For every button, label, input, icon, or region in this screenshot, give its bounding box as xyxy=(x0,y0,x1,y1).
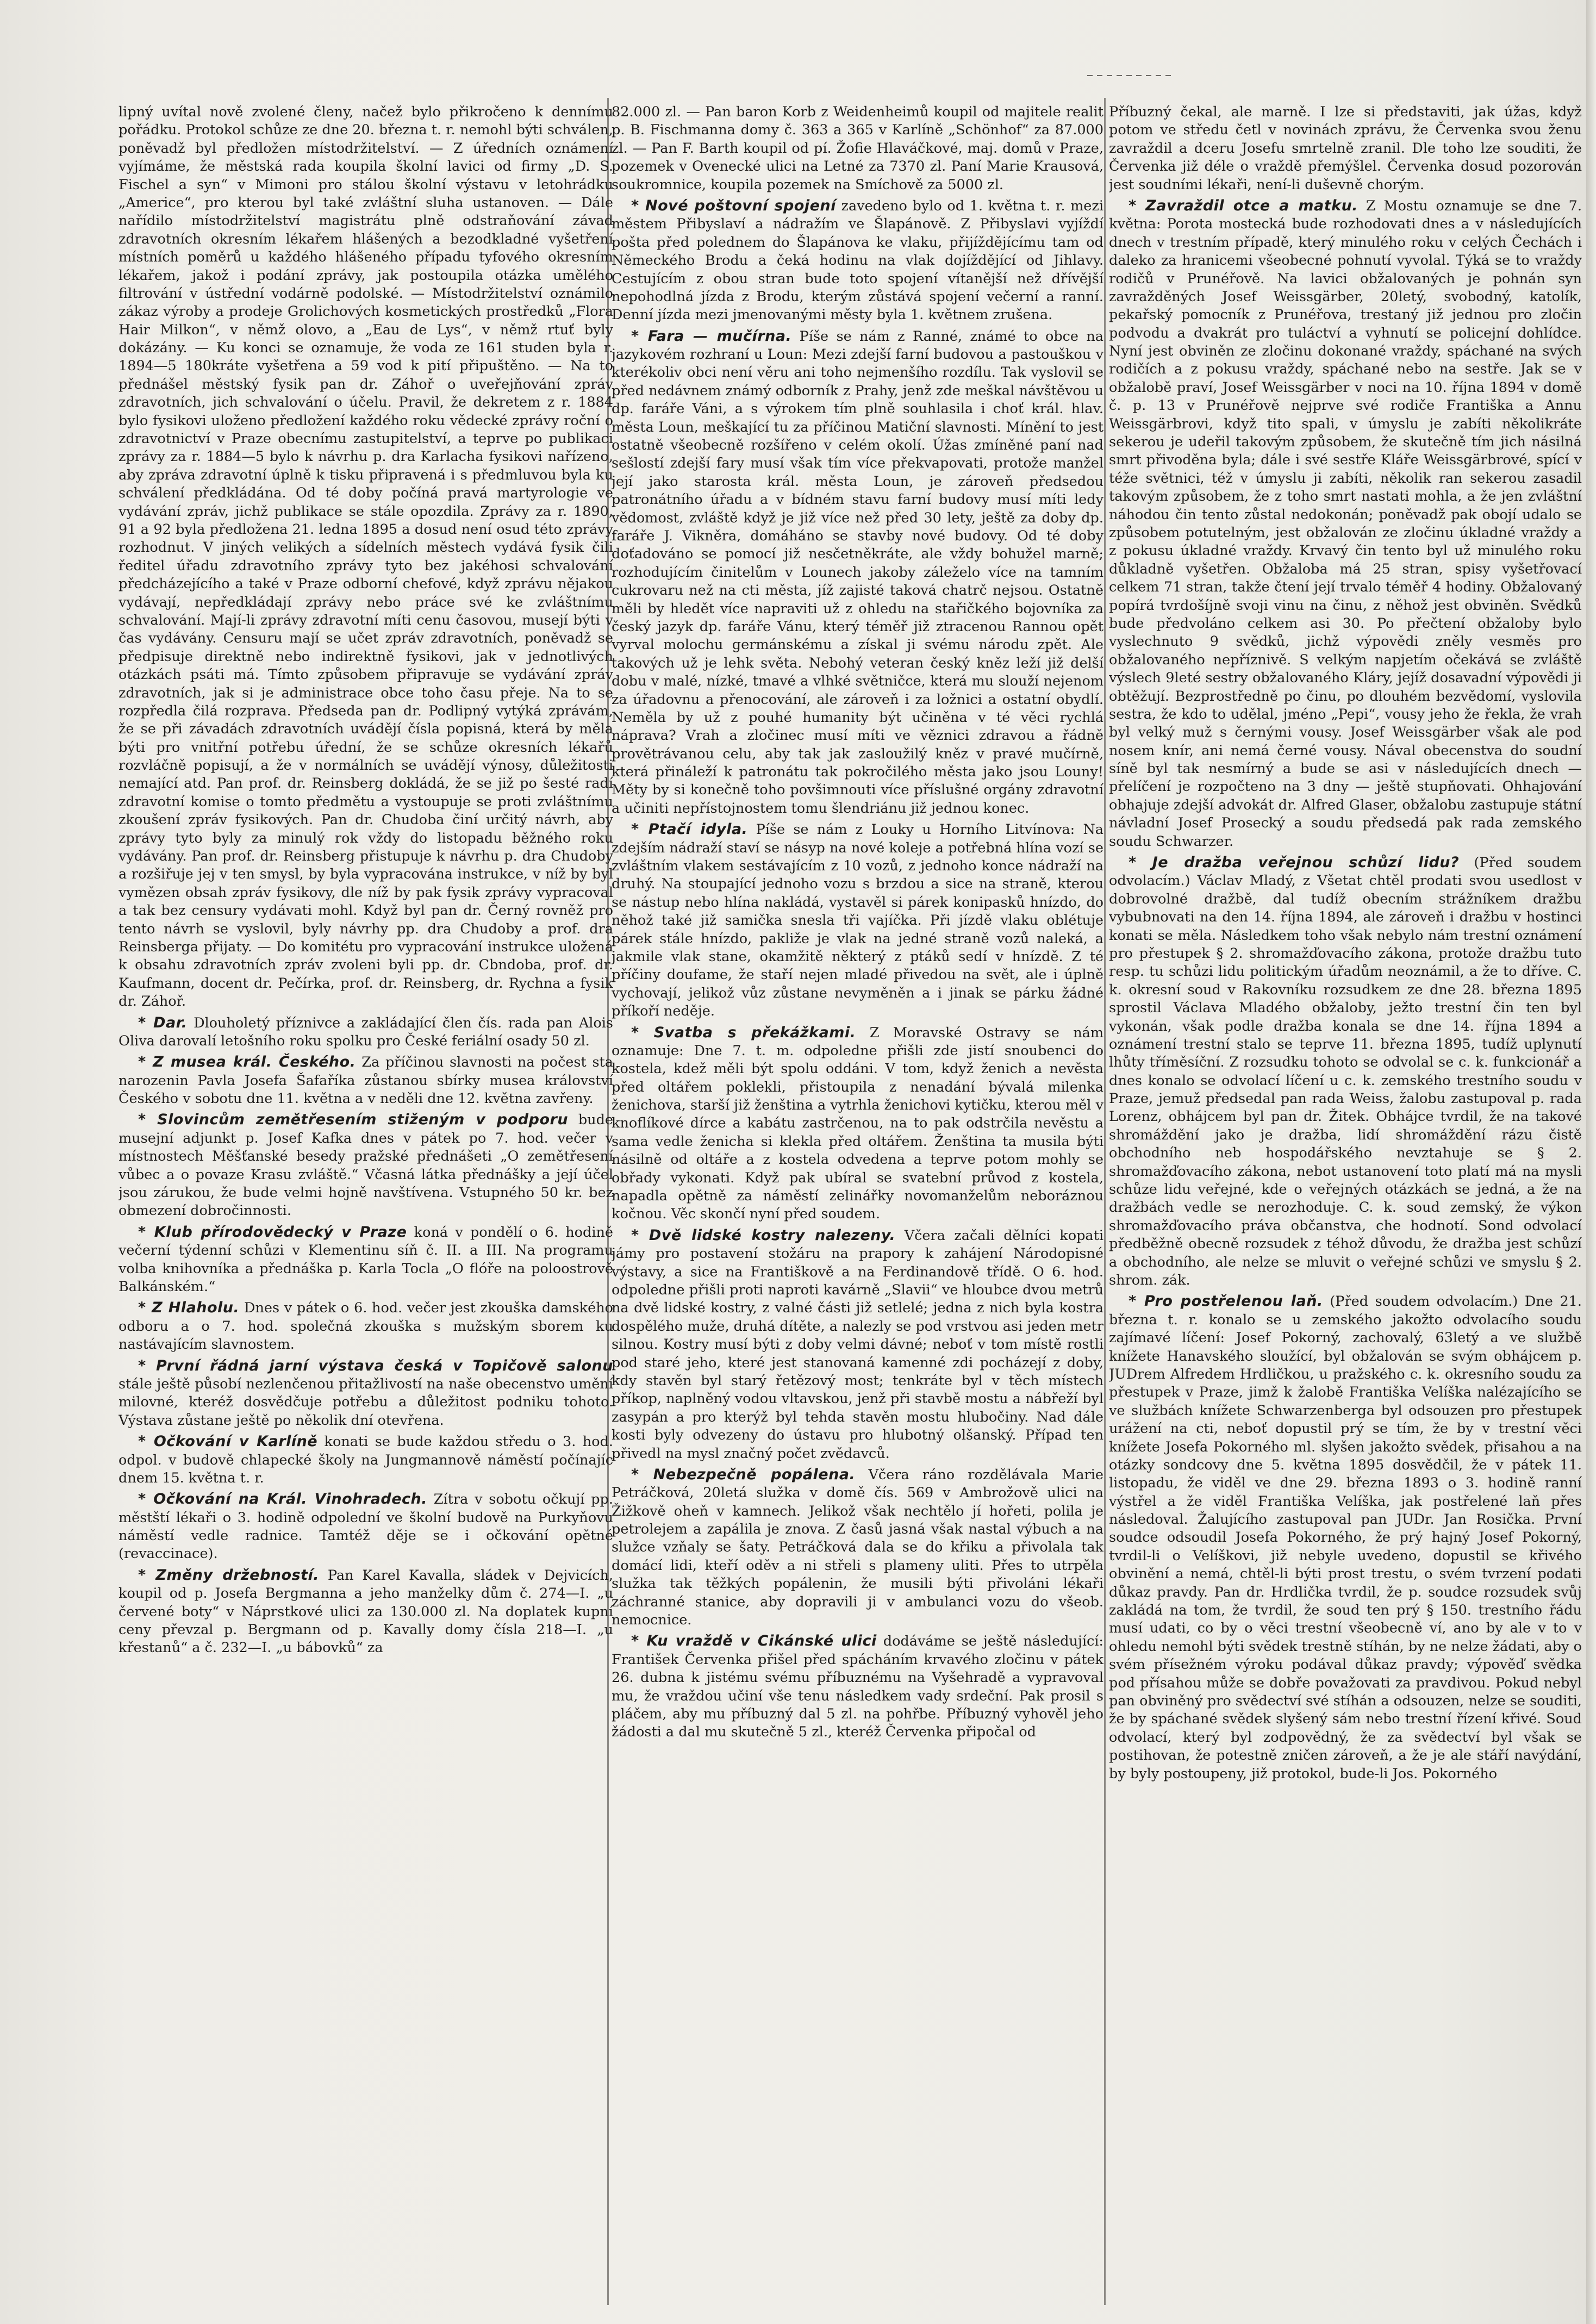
article-body: Dnes v pátek o 6. hod. večer jest zkouška damského odboru a o 7. hod. společná zkouška s mužským sborem ku nastávajícím slavnostem. xyxy=(119,1300,613,1353)
article-body: bude musejní adjunkt p. Josef Kafka dnes v pátek po 7. hod. večer v místnostech Měšťanské besedy pražské přednášeti „O zemětřesení vůbec a o povaze Krasu zvláště.“ Včasná látka přednášky a její účel jsou zárukou, že bude velmi hojně navštívena. Vstupného 50 kr. bez obmezení dobročinnosti. xyxy=(119,1112,613,1219)
article-paragraph xyxy=(119,1223,613,1297)
article-body: Z Mostu oznamuje se dne 7. května: Porota mostecká bude rozhodovati dnes a v následujících dnech v trestním případě, který minulého roku v celých Čechách i daleko za hranicemi všeobecné pohnutí vyvolal. Týká se to vraždy rodičů v Prunéřově. Na lavici obžalovaných je pohnán syn zavražděných Josef Weissgärber, 20letý, svobodný, katolík, pekařský pomocník z Prunéřova, trestaný již jednou pro zločin podvodu a dvakrát pro tuláctví a vyhnutí se policejní dohlídce. Nyní jest obviněn ze zločinu dokonané vraždy, spáchané na svých rodičích a z pokusu vraždy, spáchané nebo na sestře. Jak se v obžalobě praví, Josef Weissgärber v noci na 10. října 1894 v domě č. p. 13 v Prunéřově nejprve své rodiče Františka a Annu Weissgärbrovi, když tito spali, v úmyslu je zabíti několikráte sekerou je udeřil takovým způsobem, že skutečně tím jich násilná smrt přivoděna byla; dále i své sestře Kláře Weissgärbrové, spící v téže světnici, též v úmyslu ji zabíti, několik ran sekerou zasadil takovým způsobem, že z toho smrt nastati mohla, a že jen zvláštní náhodou čin tento zůstal nedokonán; poněvadž pak obojí udalo se způsobem potutelným, jest obžalován ze zločinu úkladné vraždy a z pokusu úkladné vraždy. Krvavý čin tento byl už minulého roku důkladně vyšetřen. Obžaloba má 25 stran, spisy vyšetřovací celkem 71 stran, takže čtení její trvalo téměř 4 hodiny. Obžalovaný popírá tvrdošíjně svoji vinu na činu, z něhož jest obviněn. Svědků bude předvoláno celkem asi 30. Po přečtení obžaloby bylo vyslechnuto 9 svědků, jichž výpovědi zněly vesměs pro obžalovaného nepříznivě. S velkým napjetím očekává se zvláště výslech 9leté sestry obžalovaného Kláry, jejíž dosavadní výpovědi ji obtěžují. Bezprostředně po činu, po dlouhém bezvědomí, vyslovila sestra, že kdo to udělal, jméno „Pepi“, vousy jeho že řekla, že vrah byl velký muž s černými vousy. Josef Weissgärber však ale pod nosem knír, ani nemá černé vousy. Nával obecenstva do soudní síně byl tak nesmírný a bude se asi v následujících dnech — přelíčení je rozpočteno na 3 dny — ještě stupňovati. Ohhajování obhajuje zdejší advokát dr. Alfred Glaser, obžalobu zastupuje státní návladní Josef Prosecký a soudu předsedá pak rada zemského soudu Schwarzer. xyxy=(1109,197,1582,850)
article-paragraph xyxy=(612,327,1104,818)
article-body: Dlouholetý příznivce a zakládající člen čís. rada pan Alois Oliva darovalí letošního roku spolku pro České feriální osady 50 zl. xyxy=(119,1014,613,1049)
article-body: Z Moravské Ostravy se nám oznamuje: Dne 7. t. m. odpoledne přišli zde jistí snoubenci do kostela, kdež měli být spolu oddáni. V tom, když ženich a nevěsta před oltářem poklekli, přistoupila z nenadání bývalá milenka ženichova, starší již ženština a vytrhla ženichovi kytičku, kterou měl v knoflíkové dírce a kabátu zastrčenou, na to pak odstrčila nevěstu a sama vedle ženicha si klekla před oltářem. Ženština ta musila býti násilně od oltáře a z kostela odvedena a teprve potom mohly se obřady vykonati. Když pak ubíral se svatební průvod z kostela, napadla opětně za náměstí zelinářky novomanželům neboráznou kočnou. Věc skončí nyní před soudem. xyxy=(612,1024,1104,1223)
article-paragraph xyxy=(119,1490,613,1563)
text-column-right xyxy=(1109,103,1582,2300)
article-paragraph xyxy=(119,1052,613,1108)
article-headline: * Změny držebností. xyxy=(138,1566,320,1584)
article-body: (Před soudem odvolacím.) Václav Mladý, z Všetat chtěl prodati svou usedlost v dobrovolné dražbě, dal tudíž obecním strážníkem dražbu vybubnovati na den 14. října 1894, ale zároveň i dražbu v hostinci konati se měla. Následkem toho však nebylo nám trestní oznámení pro přestupek § 2. shromažďovacího zákona, protože dražbu tuto resp. tu schůzi lidu politickým úřadům neoznámil, a že to dříve. C. k. okresní soud v Rakovníku rozsudkem ze dne 28. března 1895 sprostil Václava Mladého obžaloby, ježto trestní čin ten byl vykonán, však podle dražba konala se dne 14. října 1894 a oznámení trestní stalo se teprve 11. března 1895, tudíž uplynutí lhůty tříměsíční. Z rozsudku tohoto se odvolal se c. k. funkcionář a dnes konalo se odvolací líčení u c. k. zemského trestního soudu v Praze, jemuž předsedal pan rada Weiss, žalobu zastupoval p. rada Lorenz, obhájcem byl pan dr. Žitek. Obhájce tvrdil, že na takové shromáždění jako je dražba, lidí shromáždění rázu čistě obchodního neb hospodářského nevztahuje se § 2. shromažďovacího zákona, nebot ustanovení toto platí má na mysli schůze lidu veřejné, kde o veřejných otázkách se jedná, a že na dražbách vedle se nerozhoduje. C. k. soud zemský, že výkon shromažďovacího práva občanstva, che hodnotí. Sond odvolací předběžně obecně rozsudek z téhož důvodu, že dražba jest schůzí a obchodního, ale nelze se mluvit o veřejné schůzi ve smyslu § 2. shrom. zák. xyxy=(1109,855,1582,1288)
article-body: Za příčinou slavnosti na počest sta narozenin Pavla Josefa Šafaříka zůstanou sbírky musea království Českého v sobotu dne 11. května a v neděli dne 12. května zavřeny. xyxy=(119,1054,613,1107)
article-body: 82.000 zl. — Pan baron Korb z Weidenheimů koupil od majitele realit p. B. Fischmanna domy č. 363 a 365 v Karlíně „Schönhof“ za 87.000 zl. — Pan F. Barth koupil od pí. Žofie Hlaváčkové, maj. domů v Praze, pozemek v Ovenecké ulici na Letné za 7370 zl. Paní Marie Krausová, soukromnice, koupila pozemek na Smíchově za 5000 zl. xyxy=(612,104,1104,193)
article-body: (Před soudem odvolacím.) Dne 21. března t. r. konalo se u zemského jakožto odvolacího soudu zajímavé líčení: Josef Pokorný, zachovalý, 63letý a ve službě knížete Hanavského sloužící, byl obžalován se svým obhájcem p. JUDrem Alfredem Hrdličkou, u pražského c. k. okresního soudu za přestupek v Praze, jimž k žalobě Františka Velíška nalézajícího se ve službách knížete Schwarzenberga byl odsouzen pro přestupek urážení na cti, neboť dopustil prý se tím, že by v trestní věci knížete Josefa Pokorného ml. slyšen jakožto svědek, přisahou a na otázky sondcovy dne 5. května 1895 dosvědčil, že v pátek 11. listopadu, že viděl ve dne 29. března 1893 o 3. hodině ranní výstřel a že viděl Františka Velíška, jak postřelené laň přes následoval. Žalujícího zastupoval pan JUDr. Jan Rosička. První soudce odsoudil Josefa Pokorného, že prý hajný Josef Pokorný, tvrdil-li o Velíškovi, již nebyle uvedeno, dopustil se křivého obvinění a nemá, chtěl-li býti prost trestu, o svém tvrzení podati důkaz pravdy. Pan dr. Hrdlička tvrdil, že p. soudce rozsudek svůj zakládá na tom, že tvrdil, že soud ten prý § 150. trestního řádu musí udati, co by o věci trestní všeobecně ví, ano by ale v to v ohledu nemohl býti svědek trestně stíhán, by ne nelze žádati, aby o svém přísežném výroku podával důkaz pravdy; výpověď svědka pod přísahou může se dobře považovati za pravdivou. Pokud nebyl pan obviněný pro svědectví své stíhán a odsouzen, nelze se souditi, že by spáchané svědek slyšený sám nebo trestní řízení křivé. Soud odvolací, který byl zodpovědný, že za svědectví byl však se postihovan, že potestně zničen zároveň, a že je ale stáří navýdání, by byly postoupeny, již protokol, bude-li Jos. Pokorného xyxy=(1109,1293,1582,1782)
article-body: dodáváme se ještě následující: František Červenka přišel před spácháním krvavého zločinu v pátek 26. dubna k jistému svému příbuznému na Vyšehradě a vypravoval mu, že vraždou učiní vše tenu následkem vady srdeční. Pak prosil s pláčem, aby mu příbuzný dal 5 zl. na pohřbe. Příbuzný vyhověl jeho žádosti a dal mu skutečně 5 zl., kteréž Červenka připočal od xyxy=(612,1633,1104,1741)
article-headline: * Očkování na Král. Vinohradech. xyxy=(138,1491,427,1508)
article-headline: * Očkování v Karlíně xyxy=(138,1433,318,1450)
article-headline: * Nové poštovní spojení xyxy=(631,197,836,214)
article-paragraph xyxy=(119,1110,613,1220)
article-paragraph xyxy=(119,1013,613,1051)
page-edge-shadow xyxy=(1586,0,1596,2324)
article-paragraph xyxy=(1109,103,1582,194)
article-body: stále ještě působí nezlenčenou přitažlivostí na naše obecenstvo umění milovné, kteréž dosvědčuje potřebu a důležitost podniku tohoto. Výstava zůstane ještě po několik dní otevřena. xyxy=(119,1375,613,1429)
article-headline: * Klub přírodovědecký v Praze xyxy=(138,1223,407,1241)
column-rule-right xyxy=(1104,98,1106,2305)
article-body: Zítra v sobotu očkují pp. městští lékaři o 3. hodině odpolední ve školní budově na Purkyňovu náměstí vedle radnice. Tamtéž děje se i očkování opětné (revaccinace). xyxy=(119,1491,613,1562)
article-headline: * Dar. xyxy=(138,1014,188,1031)
article-paragraph xyxy=(1109,1292,1582,1783)
article-paragraph xyxy=(119,1356,613,1430)
article-paragraph xyxy=(612,820,1104,1020)
article-headline: * Svatba s překážkami. xyxy=(631,1024,856,1041)
article-body: Píše se nám z Ranné, známé to obce na jazykovém rozhraní u Loun: Mezi zdejší farní budovou a pastouškou v kterékoliv obci není věru ani toho nejmenšího rozdílu. Tak vyslovil se před nedávnem známý odborník z Prahy, jenž zde meškal návštěvou u dp. faráře Váni, a s výrokem tím plně souhlasila i choť král. hlav. města Loun, meškající tu za příčinou Matiční slavnosti. Mínění to jest ostatně všeobecně rozšířeno v celém okolí. Úžas zmíněné paní nad sešlostí zdejší fary musí však tím více překvapovati, protože manžel její jako starosta král. města Loun, je zároveň předsedou patronátního úřadu a v bídném stavu farní budovy musí míti ledy vědomost, zvláště když je již více než před 30 lety, ještě za doby dp. faráře J. Vikněra, domáháno se stavby nové budovy. Od té doby doťadováno se pomocí již nesčetněkráte, ale vždy bohužel marně; rozhodujícím činitelům v Lounech jakoby záleželo více na tamním cukrovaru než na cti města, jíž zajisté taková chatrč nejsou. Ostatně měli by hledět více napraviti už z ohledu na stařičkého bojovníka za český jazyk dp. faráře Vánu, který téměř již ztracenou Rannou opět vyrval molochu germánskému a získal ji svému národu zpět. Ale takových už je lehk světa. Nebohý veteran český kněz leží již delší dobu v malé, nízké, tmavé a vlhké světničce, která mu slouží nejenom za úřadovnu a přenocování, ale zároveň i za ložnici a ostatní obydlí. Neměla by už z pouhé humanity být učiněna v té věci rychlá náprava? Vrah a zločinec musí míti ve věznici zdravou a řádně provětrávanou celu, aby tak jak zasloužilý kněz v pravé mučírně, která přináleží k patronátu tak pokročilého města jako jsou Louny! Měty by si konečně toho povšimnouti více příslušné orgány zdravotní a učiniti nepřístojnostem tomu šlendriánu již jednou konec. xyxy=(612,328,1104,817)
article-headline: * Dvě lidské kostry nalezeny. xyxy=(631,1226,896,1244)
article-body: Včera ráno rozdělávala Marie Petráčková, 20letá služka v domě čís. 569 v Ambrožově ulici na Žižkově oheň v kamnech. Jelikož však nechtělo jí hořeti, polila je petrolejem a zapálila je znova. Z časů jasná však nastal výbuch a na služce vzňaly se šaty. Petráčková dala se do křiku a přivolala tak domácí lidi, kteří oděv a ni střeli s plameny uliti. Přes to utrpěla služka tak těžkých popálenin, že musili býti přivoláni lékaři záchranné stanice, aby dopravili ji v ambulanci vozu do všeob. nemocnice. xyxy=(612,1466,1104,1629)
article-headline: * Z musea král. Českého. xyxy=(138,1054,356,1071)
article-paragraph xyxy=(612,1465,1104,1630)
article-paragraph xyxy=(612,1226,1104,1463)
article-headline: * První řádná jarní výstava česká v Topičově salonu xyxy=(138,1357,613,1374)
article-body: Příbuzný čekal, ale marně. I lze si představiti, jak úžas, když potom ve středu četl v novinách zprávu, že Červenka svou ženu zavraždil a dceru Josefu smrtelně zranil. Dle toho lze souditi, že Červenka již déle o vraždě přemýšlel. Červenka dosud pozorován jest soudními lékaři, není-li duševně chorým. xyxy=(1109,104,1582,193)
article-paragraph xyxy=(612,103,1104,194)
article-body: koná v pondělí o 6. hodině večerní týdenní schůzi v Klementinu síň č. II. a III. Na programu volba knihovníka a přednáška p. Karla Tocla „O flóře na poloostrově Balkánském.“ xyxy=(119,1224,613,1295)
article-paragraph xyxy=(1109,196,1582,851)
article-paragraph xyxy=(119,1566,613,1658)
article-headline: * Fara — mučírna. xyxy=(631,327,792,345)
article-body: zavedeno bylo od 1. května t. r. mezi městem Přibyslaví a nádražím ve Šlapánově. Z Přibyslavi vyjíždí pošta před polednem do Šlapánova ke vlaku, přijíždějícímu tam od Německého Brodu a čeká hodinu na vlak dojíždějící od Jihlavy. Cestujícím z obou stran bude toto spojení vítanější než dřívější nepohodlná jízda z Brodu, kterým zůstává spojení večerní a ranní. Denní jízda mezi jmenovanými městy byla 1. květnem zrušena. xyxy=(612,197,1104,323)
article-headline: * Z Hlaholu. xyxy=(138,1299,240,1317)
article-paragraph xyxy=(119,1432,613,1487)
article-body: lipný uvítal nově zvolené členy, načež bylo přikročeno k dennímu pořádku. Protokol schůze ze dne 20. března t. r. nemohl býti schválen, poněvadž byl předložen místodržitelství. — Z úředních oznámení vyjímáme, že městská rada koupila školní lavici od firmy „D. S. Fischel a syn“ v Mimoni pro stálou školní výstavu v letohrádku „Americe“, pro kterou byl také zvláštní sluha ustanoven. — Dále nařídilo místodržitelství magistrátu plně odstraňování závad zdravotních okresním lékařem hlášených a bezodkladné vyšetření místních poměrů u každého hlášeného případu tyfového okresním lékařem, jakož i podání zprávy, jak postoupila otázka umělého filtrování v ústřední vodárně podolské. — Místodržitelství oznámilo zákaz výroby a prodeje Grolichových kosmetických prostředků „Flora Hair Milkon“, v němž olovo, a „Eau de Lys“, v němž rtuť byly dokázány. — Ku konci se oznamuje, že voda ze 161 studen byla r. 1894—5 180kráte vyšetřena a 59 vod k pití připuštěno. — Na to přednášel městský fysik pan dr. Záhoř o uveřejňování zpráv zdravotních, jich schvalování o účelu. Pravil, že dekretem z r. 1884 bylo fysikovi uloženo předložení každého roku vědecké zprávy roční o zdravotnictví v Praze obecnímu zastupitelství, a teprve po publikaci zprávy za r. 1884—5 bylo k návrhu p. dra Karlacha fysikovi nařízeno, aby zpráva zdravotní úplně k tisku připravená i s předmluvou byla ku schválení předkládána. Od té doby počíná pravá martyrologie ve vydávání zpráv, jichž publikace se stále opozdila. Zprávy za r. 1890, 91 a 92 byla předložena 21. ledna 1895 a dosud není osud této zprávy rozhodnut. V jiných velikých a sídelních městech vydává fysik čili ředitel úřadu zdravotního zprávy tyto bez jakéhosi schvalování předcházejícího a také v Praze odborní chefové, když zprávu nějakou vydávají, nepředkládají zprávy nebo práce své ke zvláštnímu schvalování. Mají-li zprávy zdravotní míti cenu časovou, musejí býti v čas vydávány. Censuru mají se učet zpráv zdravotních, poněvadž se předpisuje direktně nebo indirektně fysikovi, jak v jednotlivých otázkách psáti má. Tímto způsobem připravuje se vydávání zpráv zdravotních, jak si je administrace obce toho času přeje. Na to se rozpředla čilá rozprava. Předseda pan dr. Podlipný vytýká zprávám, že se při závadách zdravotních uvádějí čísla popisná, která by měla býti pro vnitřní potřebu úřední, že se schůze okresních lékařů rozvláčně popisují, a že v normálních se uvádějí výnosy, důležitosti nemající atd. Pan prof. dr. Reinsberg dokládá, že se již po šesté radí zdravotní komise o tomto předmětu a vystoupuje se proti zvláštnímu zkoušení zpráv fysikových. Pan dr. Chudoba činí určitý návrh, aby zprávy tyto byly za minulý rok vždy do listopadu běžného roku vydávány. Pan prof. dr. Reinsberg přistupuje k návrhu p. dra Chudoby a rozšiřuje jej v ten smysl, by byla vypracována instrukce, v níž by byl vymězen obsah zpráv fysikovy, dle níž by pak fysik zprávy vypracoval a tak bez censury vydávati mohl. Když byl pan dr. Černý rovněž pro tento návrh se vyslovil, byly návrhy pp. dra Chudoby a prof. dra Reinsberga přijaty. — Do komitétu pro vypracování instrukce uložená k obsahu zdravotních zpráv zvoleni byli pp. dr. Cbndoba, prof. dr. Kaufmann, docent dr. Pečírka, prof. dr. Reinsberg, dr. Rychna a fysik dr. Záhoř. xyxy=(119,104,613,1010)
article-headline: * Pro postřelenou laň. xyxy=(1129,1293,1323,1310)
article-body: Pan Karel Kavalla, sládek v Dejvicích, koupil od p. Josefa Bergmanna a jeho manželky dům č. 274—I. „u červené boty“ v Náprstkové ulici za 130.000 zl. Na doplatek kupní ceny převzal p. Bergmann od p. Kavally domy čísla 218—I. „u křestanů“ a č. 232—I. „u bábovků“ za xyxy=(119,1567,613,1656)
top-dashed-rule xyxy=(1087,75,1174,76)
article-headline: * Nebezpečně popálena. xyxy=(631,1466,856,1483)
article-paragraph xyxy=(612,1023,1104,1224)
article-headline: * Slovincům zemětřesením stiženým v podporu xyxy=(138,1111,569,1129)
article-body: konati se bude každou středu o 3. hod. odpol. v budově chlapecké školy na Jungmannově náměstí počínajíc dnem 15. května t. r. xyxy=(119,1434,613,1486)
article-paragraph xyxy=(119,103,613,1011)
article-paragraph xyxy=(1109,853,1582,1289)
article-paragraph xyxy=(119,1298,613,1354)
article-headline: * Ku vraždě v Cikánské ulici xyxy=(631,1633,877,1650)
article-body: Píše se nám z Louky u Horního Litvínova: Na zdejším nádraží staví se násyp na nové koleje a potřebná hlína vozí se zvláštním vlakem sestávajícím z 10 vozů, z jednoho konce nádraží na druhý. Na stoupající jednoho vozu s brzdou a sice na straně, kterou se nástup nebo hlína nakládá, vystavěl si párek konipasků hnízdo, do něhož také již samička snesla tři vajíčka. Při jízdě vlaku oblétuje párek stále hnízdo, pakliže je vlak na jedné straně vozů naleká, a jakmile vlak stane, okamžitě některý z ptáků sedí v hnízdě. Z té příčiny doufame, že staří nejen mladé přivedou na svět, ale i úplně vychovají, jelikož vůz zůstane nevyměněn a i jinak se párku žádné příkoří neděje. xyxy=(612,821,1104,1020)
text-column-middle xyxy=(612,103,1104,2300)
article-paragraph xyxy=(612,196,1104,325)
article-body: Včera začali dělníci kopati jámy pro postavení stožáru na prapory k zahájení Národopisné výstavy, a sice na Františkově a na Ferdinandově třídě. O 6. hod. odpoledne přišli proti naproti kavárně „Slavii“ ve hloubce dvou metrů na dvě lidské kostry, z valné části již setlelé; jedna z nich byla kostra dospělého muže, druhá dítěte, a nalezly se pod vrstvou asi jeden metr silnou. Kostry musí býti z doby velmi dávné; neboť v tom místě rostli pod staré jeho, které jest stanovaná kamenné zdi pocházejí z doby, kdy stavěn byl starý řetězový most; tenkráte byl v těch místech příkop, naplněný vodou vltavskou, jenž při stavbě mostu a nábřeží byl zasypán a pro kterýž byl tehda stavěn mostu hlubočiny. Nad dále kosti byly odvezeny do ústavu pro hlubotný olšanský. Případ ten přivedl na mysl značný počet zvědavců. xyxy=(612,1227,1104,1462)
text-column-left xyxy=(119,103,613,2300)
article-paragraph xyxy=(612,1631,1104,1741)
article-headline: * Ptačí idyla. xyxy=(631,821,748,838)
article-headline: * Zavraždil otce a matku. xyxy=(1129,197,1358,214)
article-headline: * Je dražba veřejnou schůzí lidu? xyxy=(1129,854,1460,871)
